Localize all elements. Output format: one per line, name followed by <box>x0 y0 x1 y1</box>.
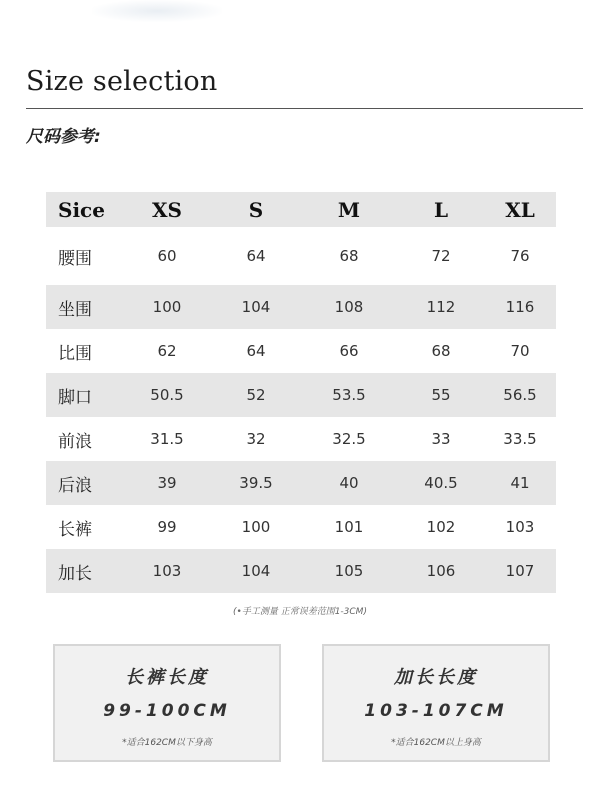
card-value: 103-107CM <box>364 701 508 721</box>
table-cell: 53.5 <box>300 373 398 417</box>
row-label: 长裤 <box>58 519 92 540</box>
table-cell: 112 <box>398 285 484 329</box>
table-cell: 103 <box>122 549 212 593</box>
top-decoration <box>92 0 222 22</box>
table-cell: 55 <box>398 373 484 417</box>
table-cell: 56.5 <box>484 373 556 417</box>
table-cell: 116 <box>484 285 556 329</box>
card-note: *适合162CM以下身高 <box>122 738 212 748</box>
extended-length-card <box>322 644 550 762</box>
table-row <box>46 505 556 549</box>
card-title: 长裤长度 <box>125 667 209 688</box>
table-cell: 33 <box>431 430 451 448</box>
header-size-m: M <box>300 192 398 227</box>
table-cell: 32 <box>246 430 266 448</box>
table-cell: 104 <box>212 549 300 593</box>
table-header-row <box>46 192 556 227</box>
header-size-xl: XL <box>484 192 556 227</box>
title-divider <box>26 108 583 109</box>
table-cell: 39.5 <box>212 461 300 505</box>
header-size-xs: XS <box>122 192 212 227</box>
table-row <box>46 227 556 285</box>
table-cell: 50.5 <box>122 373 212 417</box>
page-title: Size selection <box>26 66 218 97</box>
card-note: *适合162CM以上身高 <box>391 738 481 748</box>
table-cell: 64 <box>246 342 266 360</box>
table-cell: 60 <box>157 247 177 265</box>
row-label: 脚口 <box>46 373 122 417</box>
row-label: 前浪 <box>58 431 92 452</box>
table-cell: 104 <box>212 285 300 329</box>
table-cell: 107 <box>484 549 556 593</box>
table-cell: 70 <box>510 342 530 360</box>
table-cell: 99 <box>157 518 177 536</box>
size-chart-table <box>46 192 556 593</box>
size-reference-label: 尺码参考: <box>26 127 101 147</box>
table-row <box>46 285 556 329</box>
table-cell: 102 <box>426 518 456 536</box>
table-row <box>46 373 556 417</box>
table-row <box>46 461 556 505</box>
table-cell: 100 <box>122 285 212 329</box>
card-title: 加长长度 <box>394 667 478 688</box>
table-cell: 62 <box>157 342 177 360</box>
row-label: 加长 <box>46 549 122 593</box>
table-cell: 32.5 <box>332 430 366 448</box>
header-size-l: L <box>398 192 484 227</box>
table-cell: 64 <box>246 247 266 265</box>
measurement-note: (•手工测量 正常误差范围1-3CM) <box>233 607 367 617</box>
table-cell: 106 <box>398 549 484 593</box>
regular-length-card <box>53 644 281 762</box>
header-size-s: S <box>212 192 300 227</box>
table-cell: 68 <box>339 247 359 265</box>
row-label: 后浪 <box>46 461 122 505</box>
table-cell: 72 <box>431 247 451 265</box>
table-cell: 68 <box>431 342 451 360</box>
table-cell: 40.5 <box>398 461 484 505</box>
table-cell: 76 <box>510 247 530 265</box>
table-cell: 39 <box>122 461 212 505</box>
card-value: 99-100CM <box>103 701 231 721</box>
row-label: 坐围 <box>46 285 122 329</box>
table-cell: 33.5 <box>503 430 537 448</box>
table-cell: 105 <box>300 549 398 593</box>
row-label: 腰围 <box>58 248 92 269</box>
table-cell: 66 <box>339 342 359 360</box>
table-row <box>46 417 556 461</box>
row-label: 比围 <box>58 343 92 364</box>
table-row <box>46 549 556 593</box>
table-cell: 101 <box>334 518 364 536</box>
table-cell: 41 <box>484 461 556 505</box>
table-cell: 108 <box>300 285 398 329</box>
table-cell: 40 <box>300 461 398 505</box>
table-cell: 100 <box>241 518 271 536</box>
table-row <box>46 329 556 373</box>
table-cell: 103 <box>505 518 535 536</box>
header-measurement: Sice <box>46 192 122 227</box>
table-cell: 52 <box>212 373 300 417</box>
table-cell: 31.5 <box>150 430 184 448</box>
